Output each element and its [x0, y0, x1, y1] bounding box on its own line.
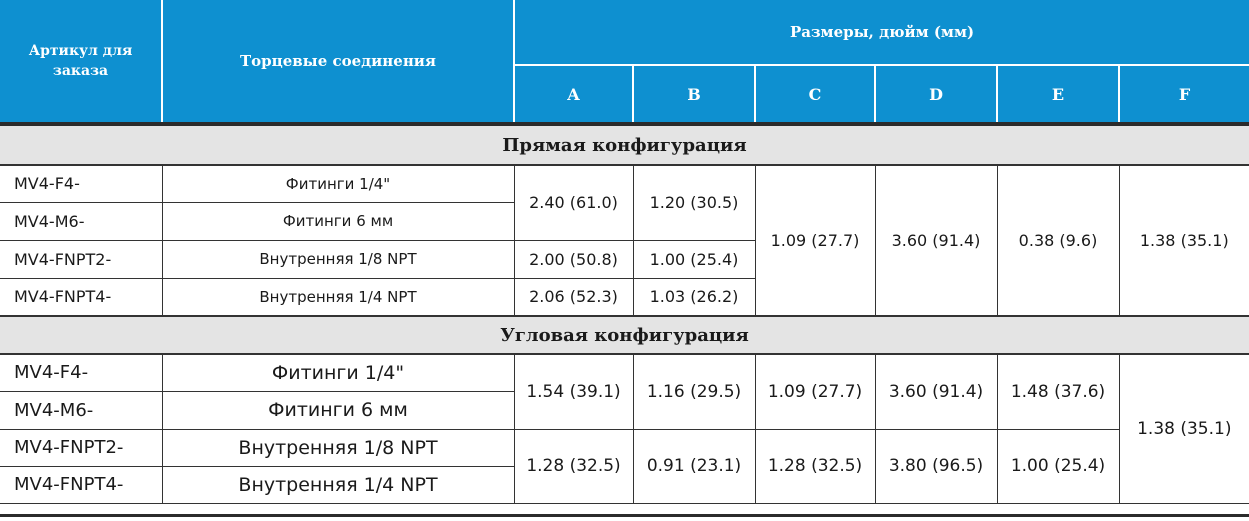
value-b-cell: 0.91 (23.1) — [633, 429, 755, 503]
article-cell: MV4-M6- — [0, 202, 162, 240]
value-f-cell: 1.38 (35.1) — [1119, 354, 1249, 503]
section-title-angled: Угловая конфигурация — [0, 316, 1249, 354]
article-cell: MV4-FNPT2- — [0, 429, 162, 466]
value-c-cell: 1.09 (27.7) — [755, 165, 875, 316]
value-c-cell: 1.09 (27.7) — [755, 354, 875, 429]
header-col-b: B — [633, 65, 755, 122]
value-a-cell: 2.06 (52.3) — [514, 278, 633, 316]
value-a-cell: 2.00 (50.8) — [514, 240, 633, 278]
value-b-cell: 1.00 (25.4) — [633, 240, 755, 278]
end-connection-cell: Фитинги 1/4" — [162, 354, 514, 391]
value-e-cell: 0.38 (9.6) — [997, 165, 1119, 316]
header-dimensions: Размеры, дюйм (мм) — [514, 0, 1249, 65]
header-col-e: E — [997, 65, 1119, 122]
end-connection-cell: Фитинги 1/4" — [162, 165, 514, 202]
header-col-d: D — [875, 65, 997, 122]
article-cell: MV4-FNPT2- — [0, 240, 162, 278]
header-col-a: A — [514, 65, 633, 122]
value-e-cell: 1.00 (25.4) — [997, 429, 1119, 503]
header-col-c: C — [755, 65, 875, 122]
section-title-straight: Прямая конфигурация — [0, 126, 1249, 165]
value-a-cell: 1.54 (39.1) — [514, 354, 633, 429]
value-a-cell: 1.28 (32.5) — [514, 429, 633, 503]
value-b-cell: 1.16 (29.5) — [633, 354, 755, 429]
header-col-f: F — [1119, 65, 1249, 122]
end-connection-cell: Внутренняя 1/4 NPT — [162, 278, 514, 316]
article-cell: MV4-M6- — [0, 391, 162, 429]
header-end-connections: Торцевые соединения — [162, 0, 514, 122]
end-connection-cell: Фитинги 6 мм — [162, 391, 514, 429]
value-e-cell: 1.48 (37.6) — [997, 354, 1119, 429]
article-cell: MV4-F4- — [0, 165, 162, 202]
article-cell: MV4-F4- — [0, 354, 162, 391]
value-b-cell: 1.20 (30.5) — [633, 165, 755, 240]
article-cell: MV4-FNPT4- — [0, 278, 162, 316]
end-connection-cell: Внутренняя 1/8 NPT — [162, 240, 514, 278]
end-connection-cell: Внутренняя 1/8 NPT — [162, 429, 514, 466]
value-f-cell: 1.38 (35.1) — [1119, 165, 1249, 316]
end-connection-cell: Внутренняя 1/4 NPT — [162, 466, 514, 503]
article-cell: MV4-FNPT4- — [0, 466, 162, 503]
value-d-cell: 3.80 (96.5) — [875, 429, 997, 503]
value-c-cell: 1.28 (32.5) — [755, 429, 875, 503]
table-bottom-rule — [0, 514, 1249, 517]
value-d-cell: 3.60 (91.4) — [875, 354, 997, 429]
value-b-cell: 1.03 (26.2) — [633, 278, 755, 316]
value-a-cell: 2.40 (61.0) — [514, 165, 633, 240]
value-d-cell: 3.60 (91.4) — [875, 165, 997, 316]
header-article: Артикул для заказа — [0, 0, 162, 122]
end-connection-cell: Фитинги 6 мм — [162, 202, 514, 240]
